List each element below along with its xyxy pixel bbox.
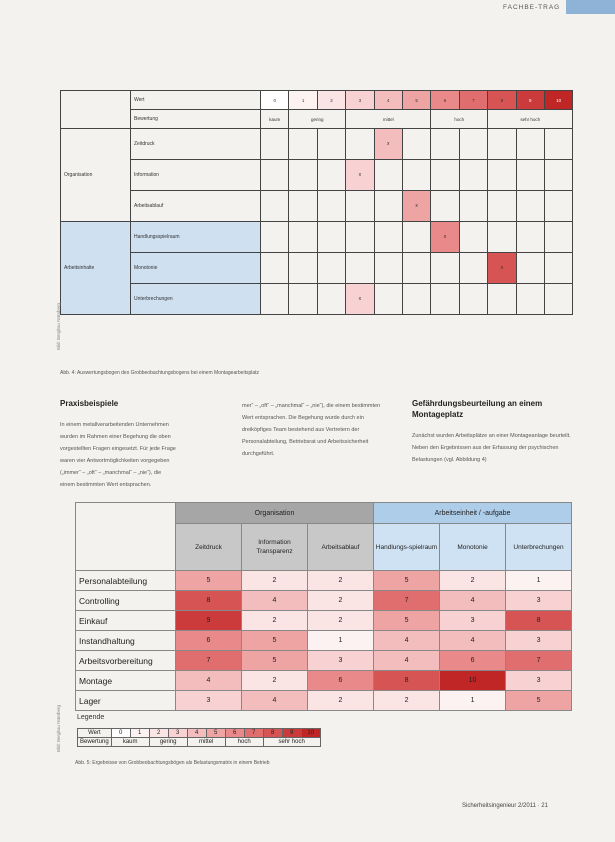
fig1-cell bbox=[488, 191, 516, 222]
fig1-level-8: 8 bbox=[488, 91, 516, 110]
photo-credit-side: Bild: Bergbau Nürnberg bbox=[56, 302, 61, 350]
fig1-cell bbox=[261, 160, 289, 191]
value-cell: 4 bbox=[242, 691, 308, 711]
page-footer: Sicherheitsingenieur 2/2011 · 21 bbox=[462, 803, 548, 809]
fig1-row-label: Handlungsspielraum bbox=[131, 222, 261, 253]
text-column-1 bbox=[60, 398, 176, 491]
fig1-level-10: 10 bbox=[544, 91, 572, 110]
fig1-cell bbox=[402, 253, 430, 284]
legend-value: 4 bbox=[187, 729, 206, 738]
row-label: Einkauf bbox=[76, 611, 176, 631]
fig1-cell bbox=[289, 284, 317, 315]
value-cell: 2 bbox=[440, 571, 506, 591]
fig1-cell bbox=[317, 222, 345, 253]
section-tag-label: FACHBE-TRAG bbox=[503, 3, 561, 11]
value-cell: 2 bbox=[374, 691, 440, 711]
value-cell: 3 bbox=[506, 631, 572, 651]
paragraph-praxis: In einem metallverarbeitenden Unternehmen wurden im Rahmen einer Begehung die oben vorgestellten Fragen eingesetzt. Für jede Frage waren vier Antwortmöglichkeiten vorgegeben („immer“ – „oft“ – „manchmal“ – „nie“), die einem bestimmten Wert entsprachen. bbox=[60, 422, 176, 488]
value-cell: 8 bbox=[176, 591, 242, 611]
table-row bbox=[76, 631, 572, 651]
fig1-cell bbox=[289, 253, 317, 284]
fig1-cell bbox=[431, 253, 459, 284]
fig1-cell bbox=[431, 191, 459, 222]
legend-value: 1 bbox=[130, 729, 149, 738]
fig1-group-0: Organisation bbox=[61, 129, 131, 222]
fig1-level-7: 7 bbox=[459, 91, 487, 110]
fig1-cell bbox=[459, 160, 487, 191]
column-header: Arbeitsablauf bbox=[308, 524, 374, 571]
paragraph-continued: mer“ – „oft“ – „manchmal“ – „nie“), die einem bestimmten Wert entsprachen. Die Begehung wurde durch ein dreiköpfiges Team bestehend aus Vertretern der Personalabteilung, Betriebsrat und Arbeitssicherheit durchgeführt. bbox=[242, 403, 381, 457]
burden-matrix-table bbox=[75, 502, 572, 711]
fig1-cell bbox=[402, 284, 430, 315]
legend-value: 3 bbox=[168, 729, 187, 738]
legend-value: 2 bbox=[149, 729, 168, 738]
value-cell: 1 bbox=[440, 691, 506, 711]
fig1-cell bbox=[346, 129, 374, 160]
value-cell: 1 bbox=[308, 631, 374, 651]
value-cell: 4 bbox=[176, 671, 242, 691]
value-cell: 3 bbox=[506, 671, 572, 691]
fig1-cell bbox=[488, 160, 516, 191]
fig1-band-4: sehr hoch bbox=[488, 110, 573, 129]
fig1-marked-cell: x bbox=[374, 129, 402, 160]
fig1-cell bbox=[516, 284, 544, 315]
fig1-cell bbox=[544, 253, 572, 284]
fig1-cell bbox=[431, 160, 459, 191]
value-cell: 2 bbox=[242, 611, 308, 631]
value-cell: 3 bbox=[506, 591, 572, 611]
legend-value: 9 bbox=[282, 729, 301, 738]
value-cell: 5 bbox=[374, 571, 440, 591]
fig1-marked-cell: x bbox=[346, 284, 374, 315]
section-heading-montage: Gefährdungsbeurteilung an einem Montageplatz bbox=[412, 399, 543, 419]
value-cell: 6 bbox=[308, 671, 374, 691]
legend-band: gering bbox=[149, 738, 187, 747]
fig1-cell bbox=[488, 222, 516, 253]
value-cell: 4 bbox=[440, 631, 506, 651]
figure-5-caption: Abb. 5: Ergebnisse von Grobbeobachtungsbögen als Belastungsmatrix in einem Betrieb bbox=[75, 760, 270, 766]
fig1-cell bbox=[374, 253, 402, 284]
fig1-cell bbox=[459, 253, 487, 284]
value-cell: 10 bbox=[440, 671, 506, 691]
legend-value: 0 bbox=[111, 729, 130, 738]
fig1-cell bbox=[289, 222, 317, 253]
fig1-cell bbox=[374, 222, 402, 253]
fig1-cell bbox=[317, 284, 345, 315]
fig1-bewertung-label: Bewertung bbox=[131, 110, 261, 129]
fig1-cell bbox=[374, 191, 402, 222]
evaluation-matrix-figure bbox=[60, 90, 573, 315]
value-cell: 5 bbox=[506, 691, 572, 711]
fig1-cell bbox=[402, 129, 430, 160]
group-arbeitseinheit: Arbeitseinheit / -aufgabe bbox=[374, 503, 572, 524]
fig1-cell bbox=[261, 129, 289, 160]
legend-value: 8 bbox=[263, 729, 282, 738]
value-cell: 5 bbox=[176, 571, 242, 591]
fig1-level-2: 2 bbox=[317, 91, 345, 110]
legend-band: kaum bbox=[111, 738, 149, 747]
fig1-corner bbox=[61, 91, 131, 129]
value-cell: 6 bbox=[440, 651, 506, 671]
value-cell: 4 bbox=[374, 651, 440, 671]
matrix-corner bbox=[76, 503, 176, 571]
fig1-cell bbox=[516, 222, 544, 253]
legend-title: Legende bbox=[77, 714, 105, 721]
fig1-cell bbox=[544, 129, 572, 160]
fig1-cell bbox=[374, 284, 402, 315]
fig1-cell bbox=[488, 129, 516, 160]
value-cell: 7 bbox=[506, 651, 572, 671]
row-label: Lager bbox=[76, 691, 176, 711]
column-header: Information Transparenz bbox=[242, 524, 308, 571]
fig1-cell bbox=[544, 222, 572, 253]
legend-band: sehr hoch bbox=[263, 738, 320, 747]
fig1-cell bbox=[261, 222, 289, 253]
table-row bbox=[76, 611, 572, 631]
value-cell: 5 bbox=[374, 611, 440, 631]
fig1-cell bbox=[544, 191, 572, 222]
legend-band: hoch bbox=[225, 738, 263, 747]
fig1-level-6: 6 bbox=[431, 91, 459, 110]
value-cell: 2 bbox=[308, 591, 374, 611]
fig1-band-3: hoch bbox=[431, 110, 488, 129]
fig1-band-1: gering bbox=[289, 110, 346, 129]
section-heading-praxis: Praxisbeispiele bbox=[60, 399, 119, 408]
fig1-cell bbox=[516, 129, 544, 160]
legend-value: 5 bbox=[206, 729, 225, 738]
value-cell: 7 bbox=[374, 591, 440, 611]
legend-value: 6 bbox=[225, 729, 244, 738]
fig1-cell bbox=[431, 284, 459, 315]
group-organisation: Organisation bbox=[176, 503, 374, 524]
value-cell: 8 bbox=[506, 611, 572, 631]
row-label: Arbeitsvorbereitung bbox=[76, 651, 176, 671]
fig1-row-label: Information bbox=[131, 160, 261, 191]
value-cell: 9 bbox=[176, 611, 242, 631]
row-label: Personalabteilung bbox=[76, 571, 176, 591]
legend-wert-label: Wert bbox=[78, 729, 112, 738]
table-row bbox=[76, 591, 572, 611]
value-cell: 6 bbox=[176, 631, 242, 651]
fig1-cell bbox=[346, 191, 374, 222]
fig1-band-2: mittel bbox=[346, 110, 431, 129]
value-cell: 2 bbox=[308, 611, 374, 631]
fig1-level-5: 5 bbox=[402, 91, 430, 110]
legend-value: 7 bbox=[244, 729, 263, 738]
text-column-3 bbox=[412, 398, 574, 466]
fig1-row-label: Monotonie bbox=[131, 253, 261, 284]
legend-band: mittel bbox=[187, 738, 225, 747]
value-cell: 2 bbox=[308, 571, 374, 591]
fig1-cell bbox=[459, 191, 487, 222]
fig1-level-3: 3 bbox=[346, 91, 374, 110]
column-header: Monotonie bbox=[440, 524, 506, 571]
fig1-marked-cell: x bbox=[431, 222, 459, 253]
photo-credit-side-2: Bild: Bergbau Nürnberg bbox=[56, 704, 61, 752]
row-label: Controlling bbox=[76, 591, 176, 611]
value-cell: 4 bbox=[440, 591, 506, 611]
fig1-cell bbox=[431, 129, 459, 160]
column-header: Handlungs-spielraum bbox=[374, 524, 440, 571]
text-column-2 bbox=[242, 400, 384, 460]
fig1-cell bbox=[459, 129, 487, 160]
fig1-row-label: Unterbrechungen bbox=[131, 284, 261, 315]
table-row bbox=[76, 691, 572, 711]
value-cell: 4 bbox=[242, 591, 308, 611]
fig1-marked-cell: x bbox=[346, 160, 374, 191]
fig1-cell bbox=[402, 160, 430, 191]
column-header: Zeitdruck bbox=[176, 524, 242, 571]
value-cell: 5 bbox=[242, 651, 308, 671]
value-cell: 5 bbox=[242, 631, 308, 651]
fig1-cell bbox=[374, 160, 402, 191]
fig1-cell bbox=[261, 253, 289, 284]
fig1-cell bbox=[261, 284, 289, 315]
fig1-cell bbox=[317, 160, 345, 191]
fig1-cell bbox=[459, 284, 487, 315]
table-row bbox=[76, 651, 572, 671]
fig1-cell bbox=[346, 253, 374, 284]
table-row bbox=[76, 571, 572, 591]
fig1-cell bbox=[289, 129, 317, 160]
section-tag bbox=[497, 0, 615, 14]
legend-value: 10 bbox=[301, 729, 320, 738]
section-tag-bar bbox=[566, 0, 615, 14]
fig1-cell bbox=[317, 191, 345, 222]
fig1-cell bbox=[544, 284, 572, 315]
fig1-marked-cell: x bbox=[402, 191, 430, 222]
value-cell: 4 bbox=[374, 631, 440, 651]
fig1-level-4: 4 bbox=[374, 91, 402, 110]
fig1-cell bbox=[261, 191, 289, 222]
paragraph-montage: Zunächst wurden Arbeitsplätze an einer Montageanlage beurteilt. Neben den Ergebnissen aus der Erfassung der psychischen Belastungen (vgl. Abbildung 4) bbox=[412, 433, 571, 463]
fig1-row-label: Arbeitsablauf bbox=[131, 191, 261, 222]
value-cell: 1 bbox=[506, 571, 572, 591]
row-label: Montage bbox=[76, 671, 176, 691]
fig1-level-9: 9 bbox=[516, 91, 544, 110]
column-header: Unterbrechungen bbox=[506, 524, 572, 571]
fig1-cell bbox=[289, 160, 317, 191]
fig1-band-0: kaum bbox=[261, 110, 289, 129]
fig1-cell bbox=[459, 222, 487, 253]
fig1-cell bbox=[402, 222, 430, 253]
fig1-cell bbox=[317, 253, 345, 284]
value-cell: 3 bbox=[308, 651, 374, 671]
fig1-cell bbox=[346, 222, 374, 253]
value-cell: 2 bbox=[242, 671, 308, 691]
fig1-level-1: 1 bbox=[289, 91, 317, 110]
fig1-cell bbox=[516, 160, 544, 191]
legend-table bbox=[77, 728, 321, 747]
value-cell: 2 bbox=[308, 691, 374, 711]
fig1-marked-cell: x bbox=[488, 253, 516, 284]
value-cell: 2 bbox=[242, 571, 308, 591]
value-cell: 3 bbox=[176, 691, 242, 711]
fig1-row-label: Zeitdruck bbox=[131, 129, 261, 160]
fig1-cell bbox=[516, 191, 544, 222]
fig1-group-1: Arbeitsinhalte bbox=[61, 222, 131, 315]
row-label: Instandhaltung bbox=[76, 631, 176, 651]
fig1-cell bbox=[544, 160, 572, 191]
table-row bbox=[76, 671, 572, 691]
fig1-cell bbox=[516, 253, 544, 284]
fig1-cell bbox=[289, 191, 317, 222]
figure-4-caption: Abb. 4: Auswertungsbogen des Grobbeobachtungsbogens bei einem Montagearbeitsplatz bbox=[60, 370, 260, 376]
value-cell: 3 bbox=[440, 611, 506, 631]
fig1-cell bbox=[488, 284, 516, 315]
fig1-wert-label: Wert bbox=[131, 91, 261, 110]
fig1-cell bbox=[317, 129, 345, 160]
value-cell: 8 bbox=[374, 671, 440, 691]
legend-bewertung-label: Bewertung bbox=[78, 738, 112, 747]
value-cell: 7 bbox=[176, 651, 242, 671]
fig1-level-0: 0 bbox=[261, 91, 289, 110]
